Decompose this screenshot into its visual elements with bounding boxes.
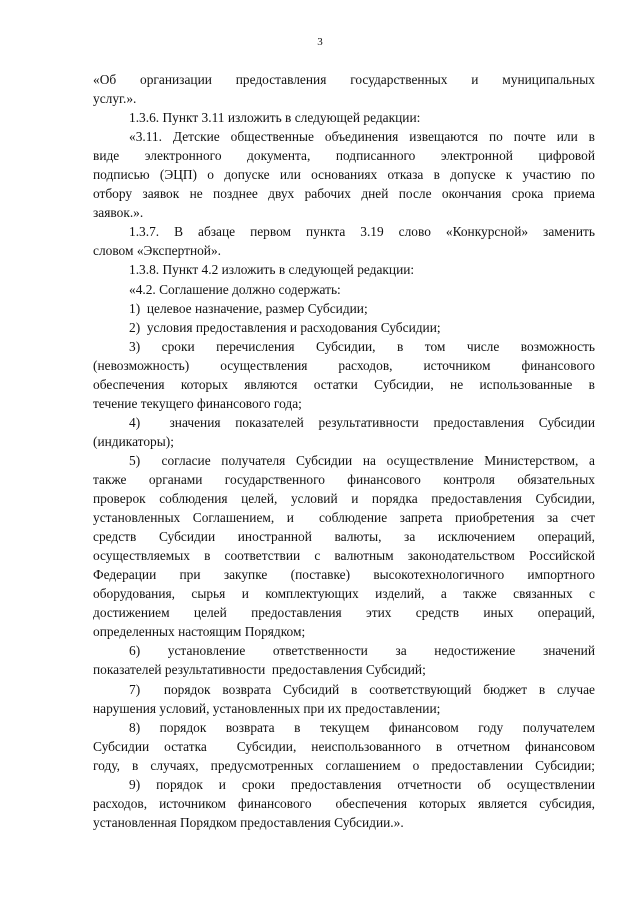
text-line: установленная Порядком предоставления Субсидии.». [93,814,404,830]
text-line: 3) сроки перечисления Субсидии, в том числе возможность [129,338,595,354]
text-line: (индикаторы); [93,433,174,449]
text-line: обеспечения которых являются остатки Субсидии, не использованные в [93,376,595,392]
text-line: 4) значения показателей результативности предоставления Субсидии [129,414,595,430]
text-line: осуществляемых в соответствии с валютным законодательством Российской [93,548,595,564]
page-number: 3 [317,36,323,48]
text-line: 5) согласие получателя Субсидии на осуществление Министерством, а [129,452,595,468]
text-line: 9) порядок и сроки предоставления отчетности об осуществлении [129,776,595,792]
text-line: отбору заявок не позднее двух рабочих дней после окончания срока приема [93,186,595,202]
document-body [93,70,595,832]
text-line: подписью (ЭЦП) о допуске или основаниях отказа в допуске к участию по [93,167,595,183]
text-line: «3.11. Детские общественные объединения извещаются по почте или в [129,129,595,145]
text-line: Федерации при закупке (поставке) высокотехнологичного импортного [93,567,595,583]
text-line: «Об организации предоставления государственных и муниципальных [93,72,595,87]
text-line: виде электронного документа, подписанного электронной цифровой [93,148,595,164]
text-line: расходов, источником финансового обеспечения которых является субсидия, [93,795,595,811]
text-line: услуг.». [93,91,137,107]
text-line: (невозможность) осуществления расходов, источником финансового [93,357,595,373]
text-line: нарушения условий, установленных при их предоставлении; [93,700,441,716]
text-line: течение текущего финансового года; [93,395,302,411]
text-line: проверок соблюдения целей, условий и порядка предоставления Субсидии, [93,491,595,507]
text-line: году, в случаях, предусмотренных соглашением о предоставлении Субсидии; [93,757,595,773]
text-line: установленных Соглашением, и соблюдение запрета приобретения за счет [93,510,595,526]
text-line: достижением целей предоставления этих средств иных операций, [93,605,595,621]
text-line: заявок.». [93,205,144,221]
text-line: также органами государственного финансового контроля обязательных [93,471,595,487]
text-line: средств Субсидии иностранной валюты, за исключением операций, [93,529,595,545]
text-line: определенных настоящим Порядком; [93,624,306,640]
text-line: 7) порядок возврата Субсидий в соответствующий бюджет в случае [129,681,595,697]
text-line: показателей результативности предоставления Субсидий; [93,662,426,678]
text-line: оборудования, сырья и комплектующих изделий, а также связанных с [93,586,595,602]
text-line: 1.3.8. Пункт 4.2 изложить в следующей редакции: [129,262,415,278]
text-line: 6) установление ответственности за недостижение значений [129,643,595,659]
text-line: «4.2. Соглашение должно содержать: [129,281,341,297]
text-line: 8) порядок возврата в текущем финансовом году получателем [129,719,595,735]
text-line: 2) условия предоставления и расходования Субсидии; [129,319,441,335]
text-line: 1.3.7. В абзаце первом пункта 3.19 слово «Конкурсной» заменить [129,224,595,240]
text-line: словом «Экспертной». [93,243,222,259]
text-line: Субсидии остатка Субсидии, неиспользованного в отчетном финансовом [93,738,595,754]
text-line: 1.3.6. Пункт 3.11 изложить в следующей редакции: [129,110,421,126]
text-line: 1) целевое назначение, размер Субсидии; [129,300,368,316]
